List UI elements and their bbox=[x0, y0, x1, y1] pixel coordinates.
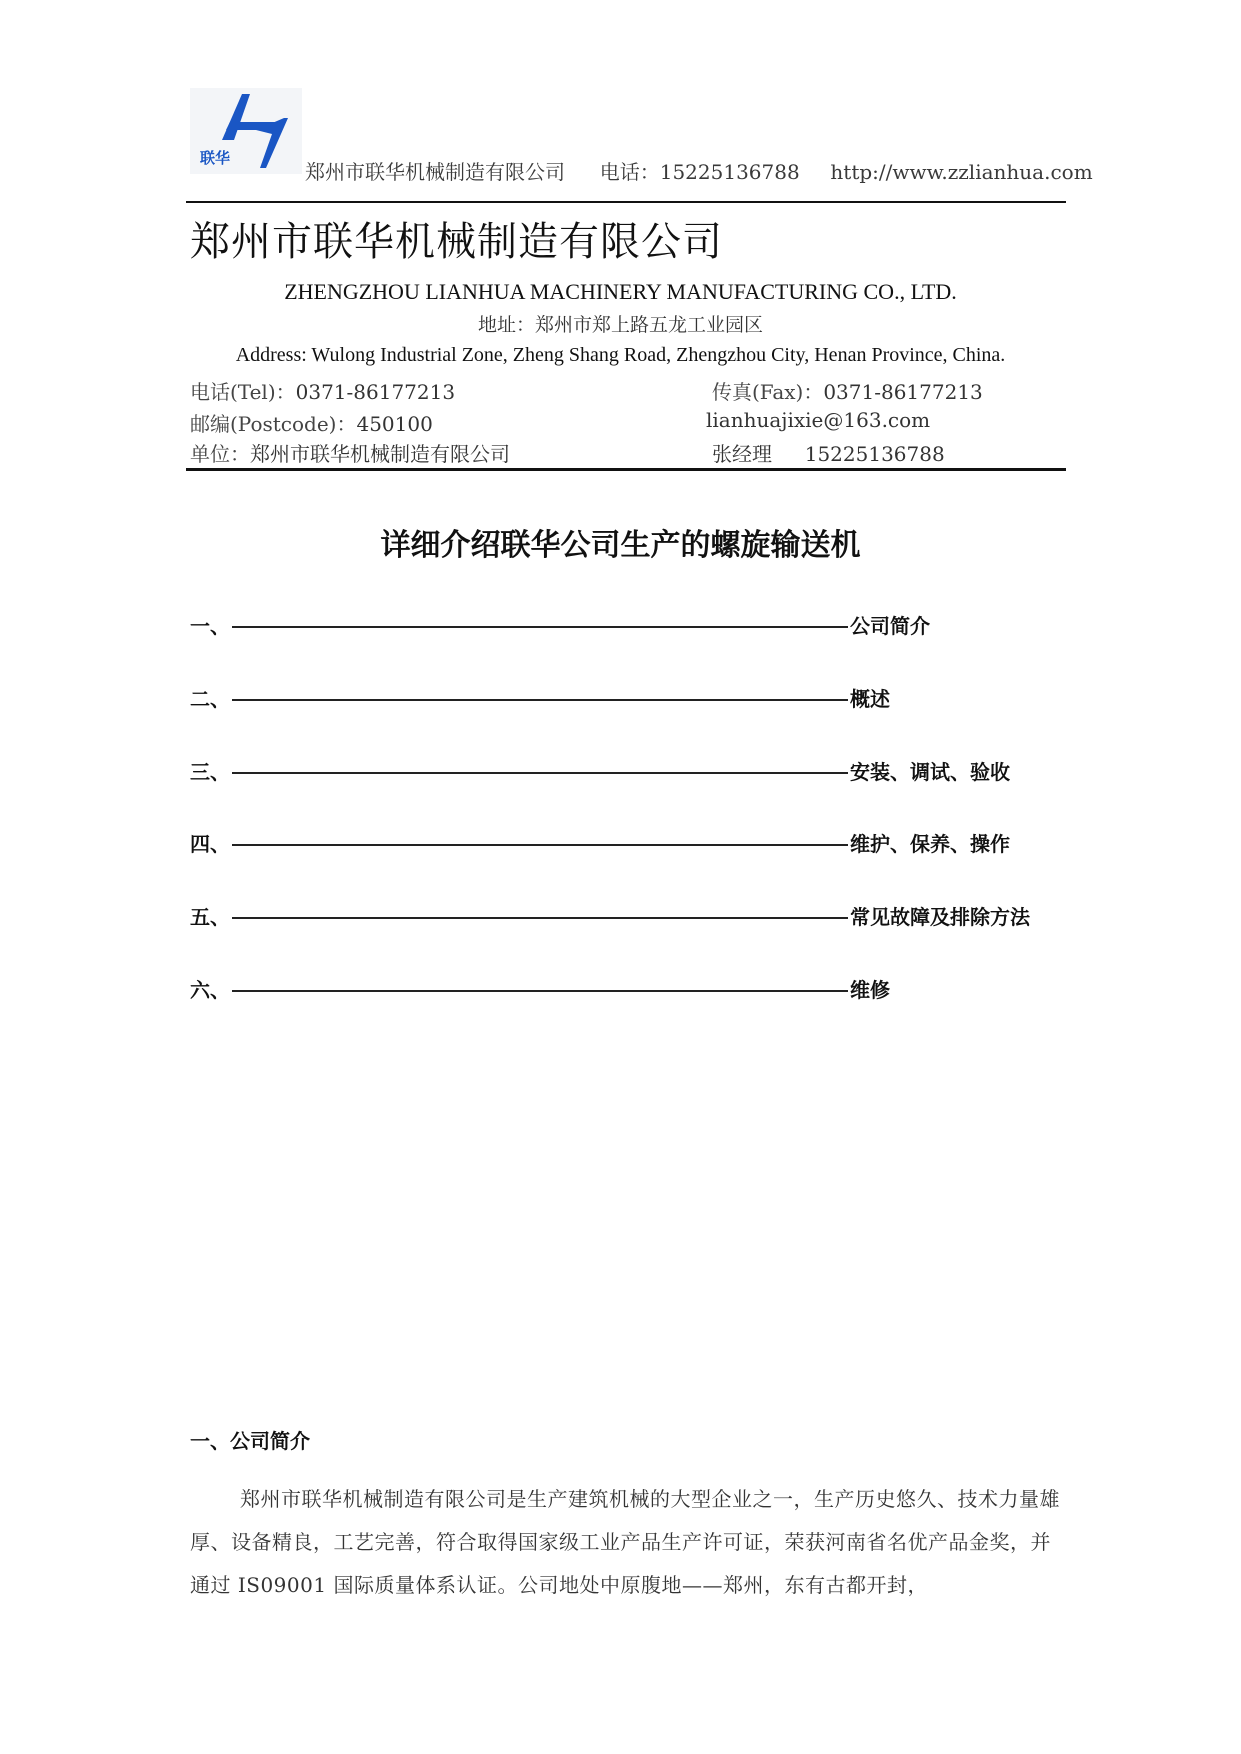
tel-line bbox=[190, 376, 455, 405]
toc-title: 概述 bbox=[850, 687, 890, 711]
header-rule bbox=[186, 201, 1066, 203]
toc-leader bbox=[232, 990, 848, 992]
logo-text: 联华 bbox=[200, 149, 231, 167]
header-phone-label: 电话： bbox=[599, 160, 660, 184]
toc-leader bbox=[232, 772, 848, 774]
header-company: 郑州市联华机械制造有限公司 bbox=[305, 160, 565, 184]
unit-line bbox=[190, 438, 510, 467]
toc-item bbox=[190, 683, 890, 712]
toc-number: 六、 bbox=[190, 978, 230, 1002]
letterhead-rule bbox=[186, 468, 1066, 471]
manager-line bbox=[712, 438, 945, 467]
tel-label: 电话(Tel)： bbox=[190, 380, 296, 404]
company-name-cn: 郑州市联华机械制造有限公司 bbox=[190, 219, 723, 265]
section-heading: 一、公司简介 bbox=[190, 1429, 310, 1453]
toc-title: 安装、调试、验收 bbox=[850, 760, 1010, 784]
toc-leader bbox=[232, 917, 848, 919]
toc-title: 公司简介 bbox=[850, 614, 930, 638]
manager-phone: 15225136788 bbox=[804, 442, 945, 466]
toc-item bbox=[190, 610, 930, 639]
toc-item bbox=[190, 901, 1030, 930]
toc-number: 三、 bbox=[190, 760, 230, 784]
postcode-value: 450100 bbox=[356, 412, 433, 436]
postcode-label: 邮编(Postcode)： bbox=[190, 412, 357, 436]
toc-title: 常见故障及排除方法 bbox=[850, 905, 1030, 929]
lianhua-logo-icon bbox=[190, 88, 302, 174]
toc-title: 维修 bbox=[850, 978, 890, 1002]
postcode-line bbox=[190, 408, 433, 437]
header-phone: 15225136788 bbox=[659, 160, 800, 184]
toc-leader bbox=[232, 626, 848, 628]
manager-label: 张经理 bbox=[712, 442, 772, 466]
header-website: http://www.zzlianhua.com bbox=[830, 160, 1093, 184]
tel-value: 0371-86177213 bbox=[295, 380, 456, 404]
fax-value: 0371-86177213 bbox=[823, 380, 983, 404]
toc-title: 维护、保养、操作 bbox=[850, 832, 1010, 856]
address-cn: 地址：郑州市郑上路五龙工业园区 bbox=[477, 314, 763, 336]
toc-item bbox=[190, 828, 1010, 857]
toc-number: 四、 bbox=[190, 832, 230, 856]
fax-label: 传真(Fax)： bbox=[712, 380, 824, 404]
fax-line bbox=[712, 376, 983, 405]
toc-number: 一、 bbox=[190, 614, 230, 638]
header-line bbox=[305, 156, 1093, 185]
toc-leader bbox=[232, 699, 848, 701]
document-title: 详细介绍联华公司生产的螺旋输送机 bbox=[380, 528, 861, 563]
section-paragraph: 郑州市联华机械制造有限公司是生产建筑机械的大型企业之一，生产历史悠久、技术力量雄厚、设备精良，工艺完善，符合取得国家级工业产品生产许可证，荣获河南省名优产品金奖，并通过 IS09001 国际质量体系认证。公司地处中原腹地——郑州，东有古都开封， bbox=[190, 1487, 1060, 1597]
email: lianhuajixie@163.com bbox=[706, 408, 931, 432]
toc-item bbox=[190, 974, 890, 1003]
toc-leader bbox=[232, 844, 848, 846]
unit-label: 单位： bbox=[190, 442, 250, 466]
toc-number: 二、 bbox=[190, 687, 230, 711]
toc-item bbox=[190, 756, 1010, 785]
company-name-en: ZHENGZHOU LIANHUA MACHINERY MANUFACTURING CO., LTD. bbox=[284, 279, 957, 304]
unit-value: 郑州市联华机械制造有限公司 bbox=[250, 442, 510, 466]
address-en: Address: Wulong Industrial Zone, Zheng Shang Road, Zhengzhou City, Henan Province, China. bbox=[235, 344, 1006, 366]
toc-number: 五、 bbox=[190, 905, 230, 929]
